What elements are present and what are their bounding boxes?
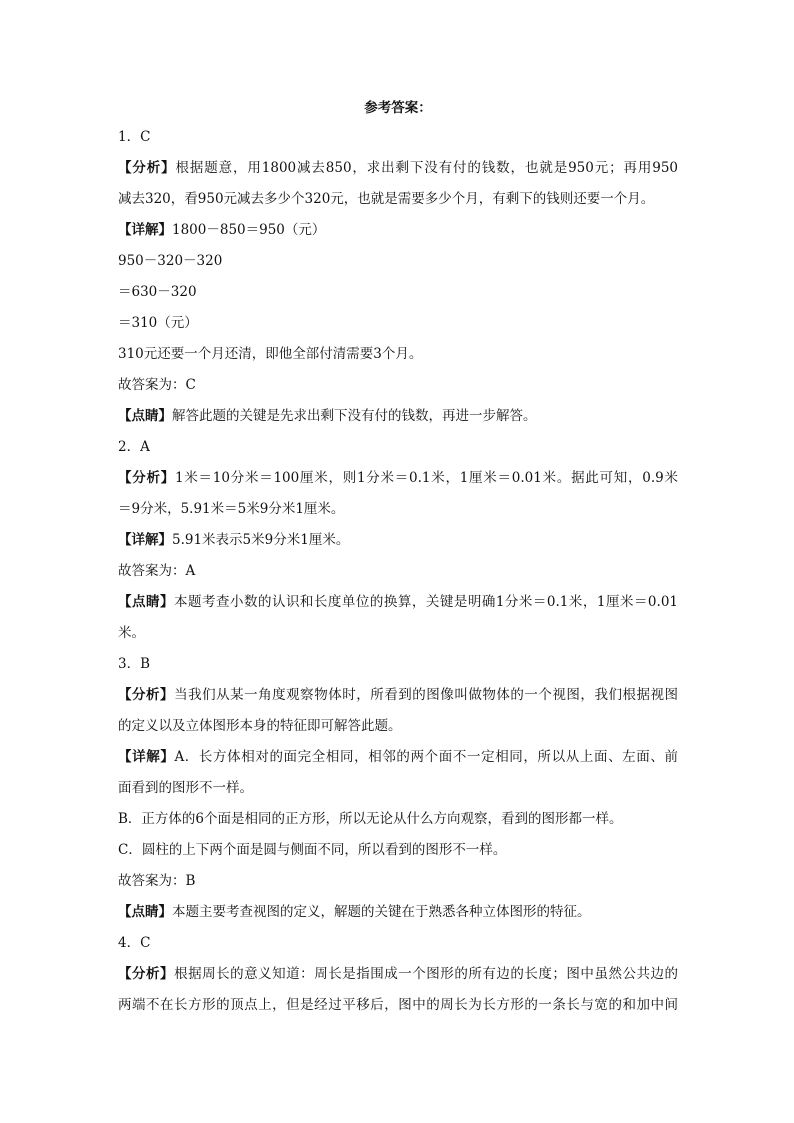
line-text: 根据周长的意义知道：周长是指围成一个图形的所有边的长度；图中虽然公共边的: [174, 966, 678, 982]
line-text: 减去320，看950元减去多少个320元，也就是需要多少个月，有剩下的钱则还要一个月。: [118, 191, 655, 207]
line-text: 故答案为：C: [118, 377, 196, 393]
answer-line: [118, 525, 678, 556]
line-text: 本题考查小数的认识和长度单位的换算，关键是明确1分米＝0.1米，1厘米＝0.01: [173, 594, 678, 610]
section-tag: 【分析】: [118, 966, 175, 982]
answer-line: [118, 711, 678, 742]
line-text: ＝630－320: [118, 284, 197, 300]
answer-line: [118, 928, 678, 959]
line-text: B．正方体的6个面是相同的正方形，所以无论从什么方向观察，看到的图形都一样。: [118, 811, 623, 827]
answer-line: [118, 990, 678, 1021]
answer-line: [118, 556, 678, 587]
answer-line: [118, 463, 678, 494]
answer-body: [118, 122, 678, 1021]
line-text: 1米＝10分米＝100厘米，则1分米＝0.1米，1厘米＝0.01米。据此可知，0.9米: [174, 470, 678, 486]
section-tag: 【点睛】: [118, 408, 172, 424]
line-text: 1．C: [118, 129, 151, 145]
answer-line: [118, 773, 678, 804]
line-text: 故答案为：B: [118, 873, 196, 889]
line-text: 3．B: [118, 656, 151, 672]
line-text: ＝9分米，5.91米＝5米9分米1厘米。: [118, 501, 345, 517]
line-text: 5.91米表示5米9分米1厘米。: [172, 532, 350, 548]
section-tag: 【分析】: [118, 470, 175, 486]
section-tag: 【分析】: [118, 160, 176, 176]
line-text: A．长方体相对的面完全相同，相邻的两个面不一定相同，所以从上面、左面、前: [174, 749, 678, 765]
answer-line: [118, 215, 678, 246]
answer-line: [118, 370, 678, 401]
line-text: 310元还要一个月还清，即他全部付清需要3个月。: [118, 346, 423, 362]
line-text: 的定义以及立体图形本身的特征即可解答此题。: [118, 718, 402, 734]
line-text: 解答此题的关键是先求出剩下没有付的钱数，再进一步解答。: [172, 408, 537, 424]
answer-line: [118, 153, 678, 184]
answer-line: [118, 122, 678, 153]
section-tag: 【详解】: [118, 222, 172, 238]
answer-document: [118, 94, 678, 1021]
answer-line: [118, 897, 678, 928]
answer-line: [118, 432, 678, 463]
document-title: 参考答案：: [364, 100, 432, 116]
answer-line: [118, 401, 678, 432]
answer-line: [118, 587, 678, 618]
line-text: C．圆柱的上下两个面是圆与侧面不同，所以看到的图形不一样。: [118, 842, 507, 858]
line-text: 故答案为：A: [118, 563, 196, 579]
line-text: 950－320－320: [118, 253, 223, 269]
line-text: 根据题意，用1800减去850，求出剩下没有付的钱数，也就是950元；再用950: [175, 160, 678, 176]
answer-line: [118, 494, 678, 525]
line-text: 本题主要考查视图的定义，解题的关键在于熟悉各种立体图形的特征。: [172, 904, 591, 920]
line-text: 当我们从某一角度观察物体时，所看到的图像叫做物体的一个视图，我们根据视图: [174, 687, 678, 703]
section-tag: 【详解】: [118, 749, 175, 765]
line-text: 1800－850＝950（元）: [172, 222, 326, 238]
answer-line: [118, 649, 678, 680]
answer-line: [118, 804, 678, 835]
section-tag: 【点睛】: [118, 594, 174, 610]
answer-line: [118, 835, 678, 866]
line-text: 2．A: [118, 439, 150, 455]
answer-line: [118, 246, 678, 277]
line-text: 两端不在长方形的顶点上，但是经过平移后，图中的周长为长方形的一条长与宽的和加中间: [118, 997, 678, 1013]
answer-line: [118, 308, 678, 339]
answer-line: [118, 742, 678, 773]
answer-line: [118, 277, 678, 308]
section-tag: 【详解】: [118, 532, 172, 548]
line-text: ＝310（元）: [118, 315, 198, 331]
section-tag: 【点睛】: [118, 904, 172, 920]
answer-line: [118, 339, 678, 370]
answer-line: [118, 866, 678, 897]
section-tag: 【分析】: [118, 687, 175, 703]
answer-line: [118, 680, 678, 711]
line-text: 面看到的图形不一样。: [118, 780, 253, 796]
answer-line: [118, 959, 678, 990]
line-text: 米。: [118, 625, 145, 641]
answer-line: [118, 618, 678, 649]
answer-line: [118, 184, 678, 215]
line-text: 4．C: [118, 935, 151, 951]
